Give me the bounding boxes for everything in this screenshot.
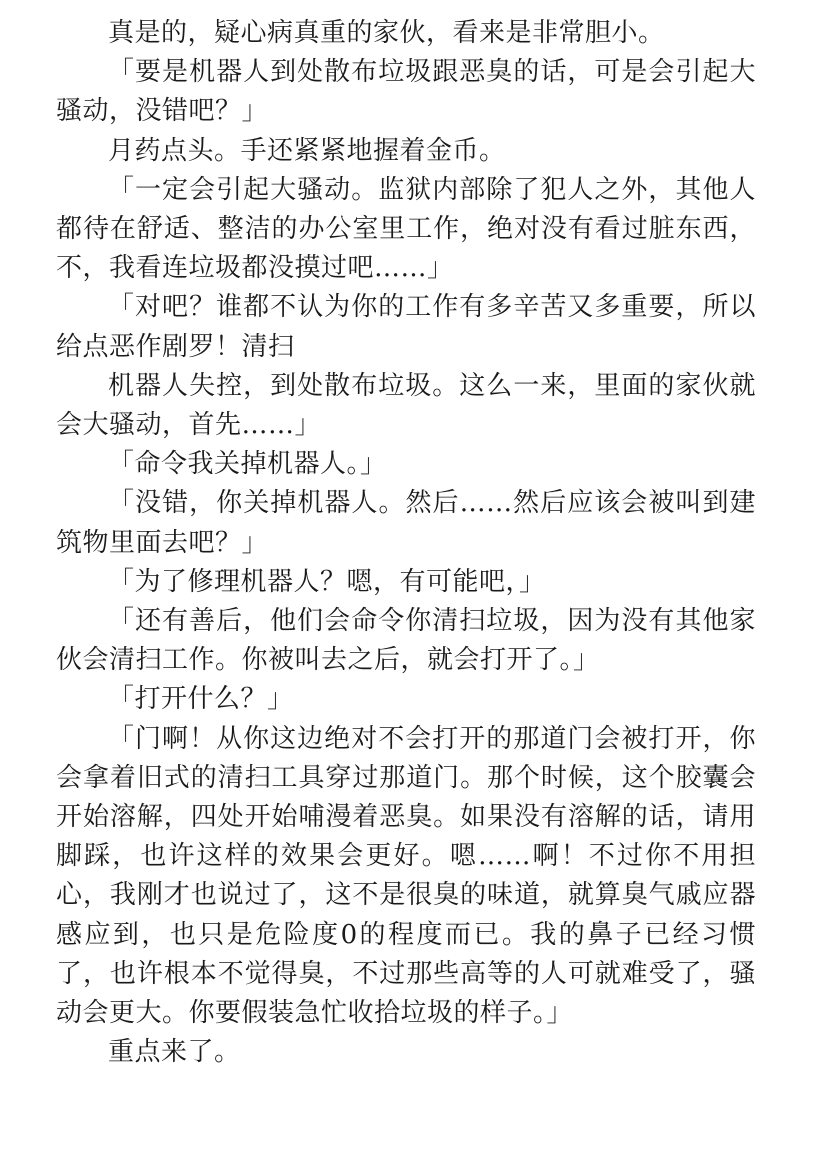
paragraph: 「为了修理机器人？嗯，有可能吧，」 [108,566,546,597]
paragraph: 重点来了。 [108,1037,241,1068]
paragraph: 「打开什么？」 [108,684,294,715]
paragraph: 「命令我关掉机器人。」 [108,449,387,480]
document-page [56,14,756,1072]
paragraph: 「没错，你关掉机器人。然后……然后应该会被叫到建筑物里面去吧？」 [56,488,756,558]
paragraph: 真是的，疑心病真重的家伙，看来是非常胆小。 [108,18,665,48]
paragraph: 「还有善后，他们会命令你清扫垃圾，因为没有其他家伙会清扫工作。你被叫去之后，就会打开了。」 [56,606,756,676]
paragraph: 月药点头。手还紧紧地握着金币。 [108,135,506,166]
paragraph: 「对吧？谁都不认为你的工作有多辛苦又多重要，所以给点恶作剧罗！清扫 [56,292,756,362]
paragraph: 「要是机器人到处散布垃圾跟恶臭的话，可是会引起大骚动，没错吧？」 [56,57,756,127]
paragraph: 机器人失控，到处散布垃圾。这么一来，里面的家伙就会大骚动，首先……」 [56,370,756,441]
paragraph: 「门啊！从你这边绝对不会打开的那道门会被打开，你会拿着旧式的清扫工具穿过那道门。那个时候，这个胶囊会开始溶解，四处开始哺漫着恶臭。如果没有溶解的话，请用脚踩，也许这样的效果会更好。嗯……啊！不过你不用担心，我刚才也说过了，这不是很臭的味道，就算臭气戚应器感应到，也只是危险度0的程度而已。我的鼻子已经习惯了，也许根本不觉得臭，不过那些高等的人可就难受了，骚动会更大。你要假装急忙收拾垃圾的样子。」 [56,723,756,1029]
paragraph: 「一定会引起大骚动。监狱内部除了犯人之外，其他人都待在舒适、整洁的办公室里工作，绝对没有看过脏东西，不，我看连垃圾都没摸过吧……」 [56,174,756,284]
